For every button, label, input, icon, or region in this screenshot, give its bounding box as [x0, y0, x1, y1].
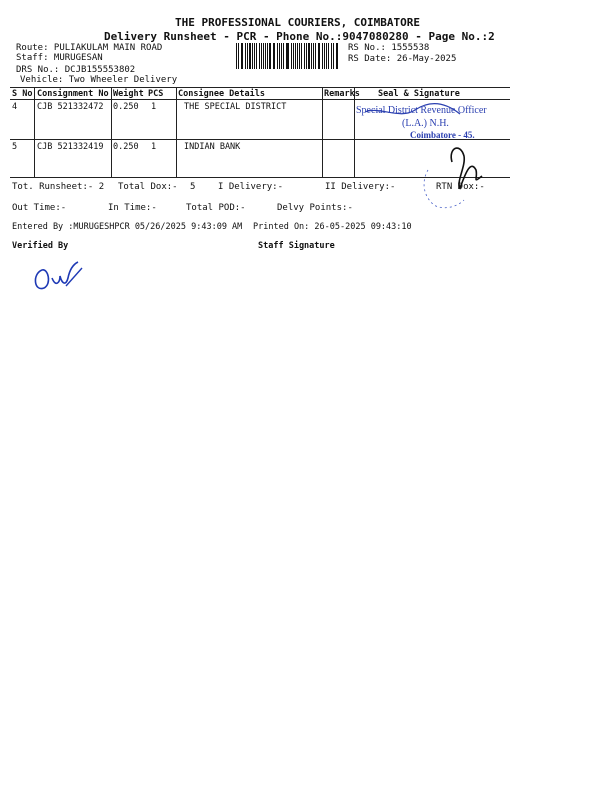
barcode-bar — [273, 43, 274, 69]
barcode-bar — [245, 43, 246, 69]
barcode-bar — [241, 43, 242, 69]
row-sno: 4 — [12, 102, 18, 112]
recipient-signature-icon — [360, 100, 500, 220]
barcode-bar — [333, 43, 334, 69]
barcode-bar — [265, 43, 266, 69]
barcode-bar — [259, 43, 260, 69]
col-header-remarks: Remarks — [324, 89, 360, 99]
barcode-bar — [277, 43, 278, 69]
barcode-bar — [291, 43, 292, 69]
barcode-bar — [283, 43, 284, 69]
row-pcs: 1 — [151, 102, 157, 112]
total-pod-label: Total POD:- — [186, 203, 246, 213]
barcode-bar — [304, 43, 305, 69]
official-stamp-line3: Coimbatore - 45. — [410, 130, 475, 140]
delvy-points-label: Delvy Points:- — [277, 203, 353, 213]
barcode-bar — [308, 43, 310, 69]
col-header-consignment: Consignment No — [37, 89, 109, 99]
col-header-seal: Seal & Signature — [378, 89, 460, 99]
barcode-bar — [269, 43, 271, 69]
barcode-bar — [252, 43, 253, 69]
out-time-label: Out Time:- — [12, 203, 67, 213]
barcode-bar — [318, 43, 319, 69]
barcode-bar — [331, 43, 333, 69]
barcode-bar — [299, 43, 300, 69]
barcode-bar — [336, 43, 337, 69]
barcode-bar — [286, 43, 287, 69]
barcode-bar — [326, 43, 327, 69]
entered-by: Entered By :MURUGESHPCR 05/26/2025 9:43:09 AM — [12, 222, 243, 232]
barcode-bar — [311, 43, 312, 69]
company-title: THE PROFESSIONAL COURIERS, COIMBATORE — [175, 16, 421, 29]
barcode-bar — [315, 43, 316, 69]
rtn-dox-label: RTN Dox:- — [436, 182, 485, 192]
verifier-signature-icon — [30, 258, 90, 298]
col-divider — [322, 88, 323, 177]
barcode-bar — [236, 43, 237, 69]
barcode-bar — [267, 43, 268, 69]
runsheet-subtitle: Delivery Runsheet - PCR - Phone No.:9047080280 - Page No.:2 — [104, 30, 495, 43]
official-stamp-line1: Special District Revenue Officer — [356, 105, 487, 116]
i-delivery-label: I Delivery:- — [218, 182, 284, 192]
barcode-bar — [261, 43, 262, 69]
barcode-bar — [324, 43, 325, 69]
barcode-bar — [293, 43, 294, 69]
table-top-border — [10, 87, 510, 88]
barcode-bar — [263, 43, 264, 69]
staff-signature-label: Staff Signature — [258, 241, 335, 251]
official-stamp-line2: (L.A.) N.H. — [402, 118, 449, 129]
ii-delivery-label: II Delivery:- — [325, 182, 396, 192]
col-divider — [176, 88, 177, 177]
col-divider — [34, 88, 35, 177]
total-runsheet: Tot. Runsheet:- 2 — [12, 182, 105, 192]
rs-date: RS Date: 26-May-2025 — [348, 54, 457, 64]
row-weight: 0.250 — [113, 102, 139, 112]
barcode-bar — [281, 43, 282, 69]
barcode — [236, 43, 340, 69]
row-pcs: 1 — [151, 142, 157, 152]
row-consignment: CJB 521332472 — [37, 102, 104, 112]
staff-label: Staff: MURUGESAN — [16, 53, 103, 63]
drs-number: DRS No.: DCJB155553802 — [16, 65, 136, 75]
barcode-bar — [254, 43, 255, 69]
barcode-bar — [322, 43, 323, 69]
col-header-sno: S No — [12, 89, 33, 99]
barcode-bar — [313, 43, 314, 69]
row-consignment: CJB 521332419 — [37, 142, 104, 152]
barcode-bar — [287, 43, 289, 69]
col-header-weight: Weight — [113, 89, 144, 99]
printed-on: Printed On: 26-05-2025 09:43:10 — [253, 222, 412, 232]
barcode-bar — [274, 43, 275, 69]
row-consignee: INDIAN BANK — [184, 142, 241, 152]
col-header-consignee: Consignee Details — [178, 89, 265, 99]
barcode-bar — [256, 43, 257, 69]
barcode-bar — [337, 43, 338, 69]
barcode-bar — [247, 43, 248, 69]
row-consignee: THE SPECIAL DISTRICT — [184, 102, 287, 112]
barcode-bar — [295, 43, 296, 69]
verified-by-label: Verified By — [12, 241, 69, 251]
barcode-bar — [279, 43, 280, 69]
col-divider — [354, 88, 355, 177]
barcode-bar — [306, 43, 307, 69]
barcode-bar — [242, 43, 243, 69]
vehicle-label: Vehicle: Two Wheeler Delivery — [20, 75, 178, 85]
row-weight: 0.250 — [113, 142, 139, 152]
barcode-bar — [297, 43, 298, 69]
barcode-bar — [249, 43, 251, 69]
barcode-bar — [238, 43, 239, 69]
barcode-bar — [301, 43, 302, 69]
col-header-pcs: PCS — [148, 89, 164, 99]
route-label: Route: PULIAKULAM MAIN ROAD — [16, 43, 163, 53]
in-time-label: In Time:- — [108, 203, 157, 213]
barcode-bar — [328, 43, 329, 69]
total-dox-value: 5 — [190, 182, 196, 192]
total-dox-label: Total Dox:- — [118, 182, 178, 192]
row-sno: 5 — [12, 142, 18, 152]
col-divider — [111, 88, 112, 177]
rs-number: RS No.: 1555538 — [348, 43, 430, 53]
barcode-bar — [319, 43, 320, 69]
